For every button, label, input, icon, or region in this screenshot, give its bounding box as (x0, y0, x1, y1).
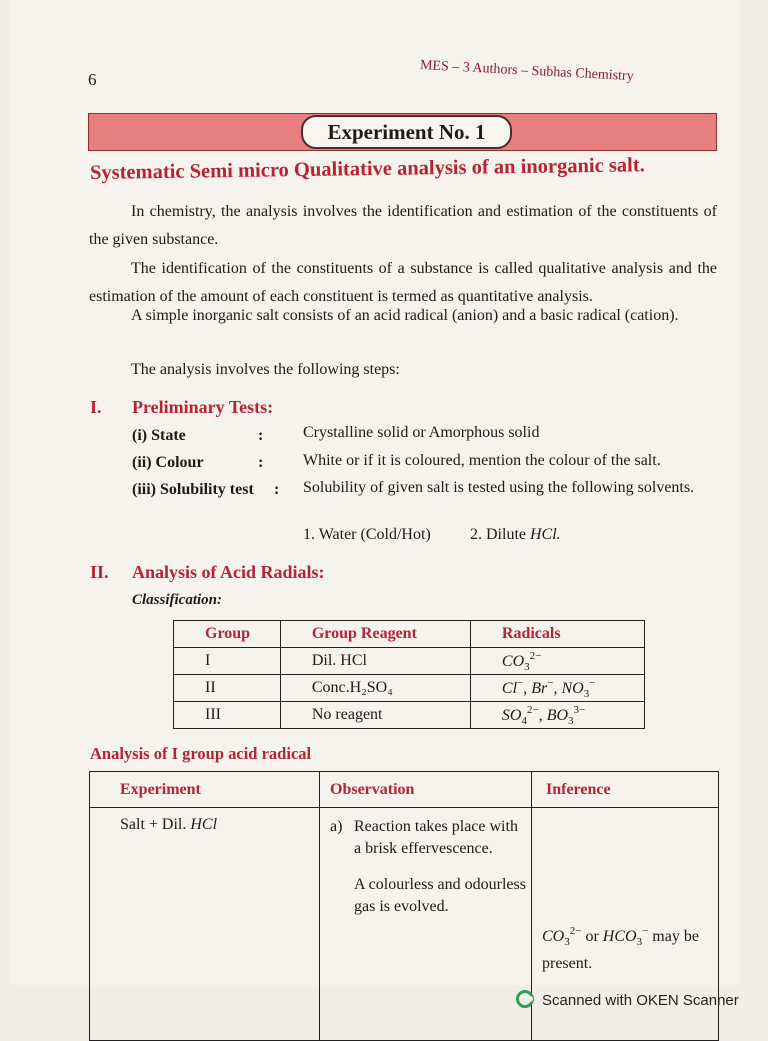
solubility-colon: : (274, 481, 280, 498)
section-2-title: Analysis of Acid Radials: (132, 562, 325, 582)
main-heading: Systematic Semi micro Qualitative analysis of an inorganic salt. (89, 154, 645, 184)
section-1-title: Preliminary Tests: (132, 397, 274, 417)
intro-paragraph-2: The identification of the constituents of a substance is called qualitative analysis and the estimation of the amount of each constituent is termed as quantitative analysis. (89, 260, 717, 305)
inference-column-header: Inference (532, 772, 719, 808)
state-label: (i) State (132, 427, 186, 444)
solvent-hcl-formula: HCl. (530, 526, 561, 543)
inference-text: may be present. (542, 928, 699, 972)
experiment-title: Experiment No. 1 (301, 115, 512, 149)
state-colon: : (258, 427, 264, 444)
page-number: 6 (88, 70, 97, 89)
running-header: MES – 3 Authors – Subhas Chemistry (419, 58, 635, 85)
reagent-column-header: Group Reagent (280, 621, 470, 648)
table-row (174, 648, 645, 675)
observation-cell (320, 808, 532, 1041)
table-header-row (90, 772, 719, 808)
intro-paragraph-4: The analysis involves the following steps: (131, 361, 400, 378)
experiment-banner (88, 113, 717, 151)
reagent-cell: No reagent (280, 702, 470, 729)
section-1-number: I. (90, 397, 102, 417)
group-1-analysis-heading: Analysis of I group acid radical (90, 744, 312, 763)
table-row (174, 675, 645, 702)
observation-a-label: a) (330, 818, 343, 835)
scanner-watermark (516, 990, 739, 1009)
radicals-cell: $SO_4^{2-}$, $BO_3^{3-}$ (470, 702, 644, 729)
intro-paragraph-3: A simple inorganic salt consists of an acid radical (anion) and a basic radical (cation). (131, 307, 679, 324)
colour-colon: : (258, 454, 264, 471)
group-cell: II (174, 675, 281, 702)
radicals-cell: $CO_3^{2-}$ (470, 648, 644, 675)
colour-label: (ii) Colour (132, 454, 204, 471)
solubility-value: Solubility of given salt is tested using the following solvents. (303, 479, 695, 496)
section-2-number: II. (90, 562, 109, 582)
group-cell: I (174, 648, 281, 675)
observation-b-text: A colourless and odourless gas is evolved. (354, 876, 526, 915)
acid-radical-classification-table (173, 620, 645, 729)
intro-paragraph-1: In chemistry, the analysis involves the identification and estimation of the constituents of the given substance. (89, 203, 717, 248)
observation-column-header: Observation (320, 772, 532, 808)
table-header-row (174, 621, 645, 648)
experiment-hcl-formula: HCl (190, 816, 218, 833)
state-value: Crystalline solid or Amorphous solid (303, 424, 540, 441)
radicals-cell: Cl−, Br−, $NO_3^-$ (470, 675, 644, 702)
group-cell: III (174, 702, 281, 729)
solvent-dilute-hcl (470, 524, 561, 546)
experiment-column-header: Experiment (90, 772, 320, 808)
observation-a (330, 816, 527, 860)
classification-heading: Classification: (132, 592, 223, 608)
experiment-cell (90, 808, 320, 1041)
table-row (174, 702, 645, 729)
scanner-logo-icon (516, 990, 534, 1008)
solubility-label: (iii) Solubility test (132, 481, 254, 498)
solvent-water: 1. Water (Cold/Hot) (303, 526, 431, 543)
observation-a-text: Reaction takes place with a brisk effervescence. (354, 818, 518, 857)
reagent-cell: Conc.H₂SO₄ (280, 675, 470, 702)
reagent-cell: Dil. HCl (280, 648, 470, 675)
solvent-dilute-prefix: 2. Dilute (470, 526, 530, 543)
experiment-prefix: Salt + Dil. (120, 816, 191, 833)
colour-value: White or if it is coloured, mention the colour of the salt. (303, 452, 661, 469)
group-column-header: Group (174, 621, 281, 648)
inference-cell: $CO_3^{2-}$ or $HCO_3^-$ may be present. (532, 808, 719, 1041)
scanner-text: Scanned with OKEN Scanner (542, 992, 739, 1009)
radicals-column-header: Radicals (470, 621, 644, 648)
